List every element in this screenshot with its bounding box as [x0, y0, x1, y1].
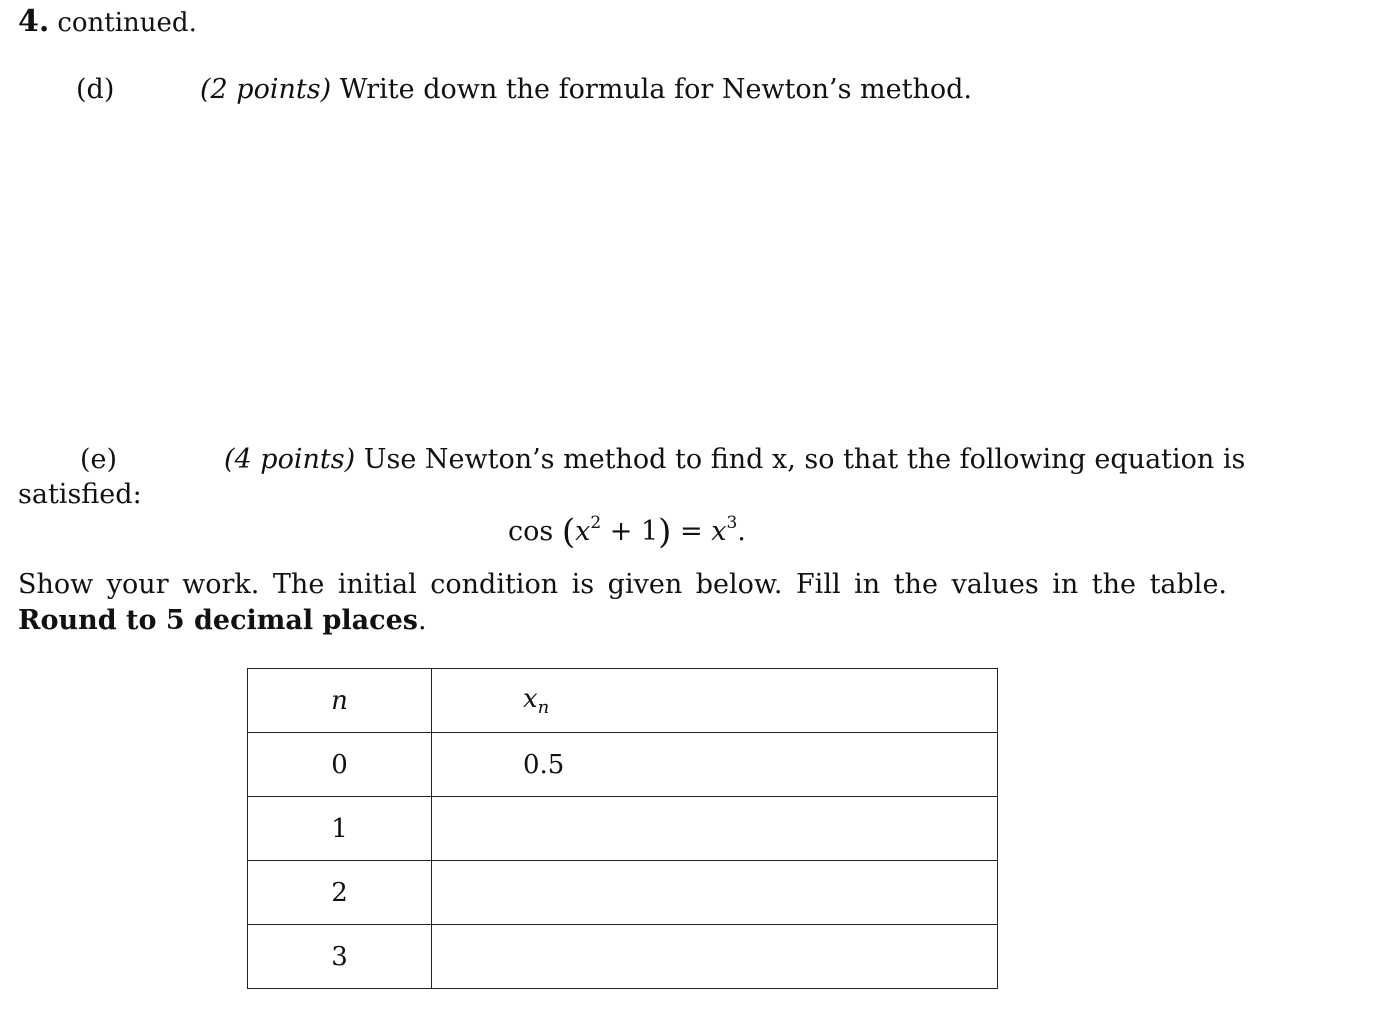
instructions-bold: Round to 5 decimal places [18, 605, 418, 636]
table-row [248, 861, 998, 925]
part-e-points: (4 points) [224, 444, 356, 475]
eq-mid: + 1 [609, 516, 659, 547]
continued-label: continued. [57, 8, 197, 38]
eq-close-paren: ) [658, 512, 672, 552]
equation [508, 512, 746, 552]
instructions-end: . [417, 605, 427, 636]
table-row [248, 797, 998, 861]
instructions-text: Show your work. The initial condition is given below. Fill in the values in the table. [18, 569, 1227, 600]
part-e-continuation: satisfied: [18, 479, 142, 510]
table-header-row [248, 669, 998, 733]
header-x-sub: n [537, 696, 550, 718]
eq-open-paren: ( [561, 512, 576, 552]
part-d-question: Write down the formula for Newton’s method. [339, 74, 972, 105]
eq-exp: 2 [590, 513, 602, 533]
eq-rhs-base: x [711, 516, 727, 547]
eq-equals: = [680, 516, 703, 547]
part-e-prompt [224, 442, 1246, 478]
header-x: x [523, 683, 538, 714]
row-x-answer[interactable] [432, 797, 998, 861]
table-row [248, 925, 998, 989]
row-x-answer[interactable] [432, 861, 998, 925]
part-e-label: (e) [80, 444, 118, 475]
question-number: 4. [18, 4, 50, 39]
part-d-label: (d) [76, 74, 115, 105]
eq-func: cos [508, 516, 554, 547]
eq-base: x [575, 516, 591, 547]
row-n: 3 [248, 925, 432, 989]
eq-end: . [737, 516, 746, 547]
part-d-points: (2 points) [200, 74, 332, 105]
part-e-question: Use Newton’s method to find x, so that the following equation is [363, 444, 1246, 475]
newton-table [247, 668, 998, 989]
instructions [18, 567, 1227, 639]
table-row [248, 733, 998, 797]
row-n: 0 [248, 733, 432, 797]
header-n: n [248, 669, 432, 733]
row-n: 1 [248, 797, 432, 861]
row-n: 2 [248, 861, 432, 925]
part-d-prompt [200, 72, 972, 108]
row-x-answer[interactable] [432, 925, 998, 989]
eq-rhs-exp: 3 [726, 513, 738, 533]
question-header [18, 2, 197, 43]
header-xn [432, 669, 998, 733]
row-x: 0.5 [432, 733, 998, 797]
